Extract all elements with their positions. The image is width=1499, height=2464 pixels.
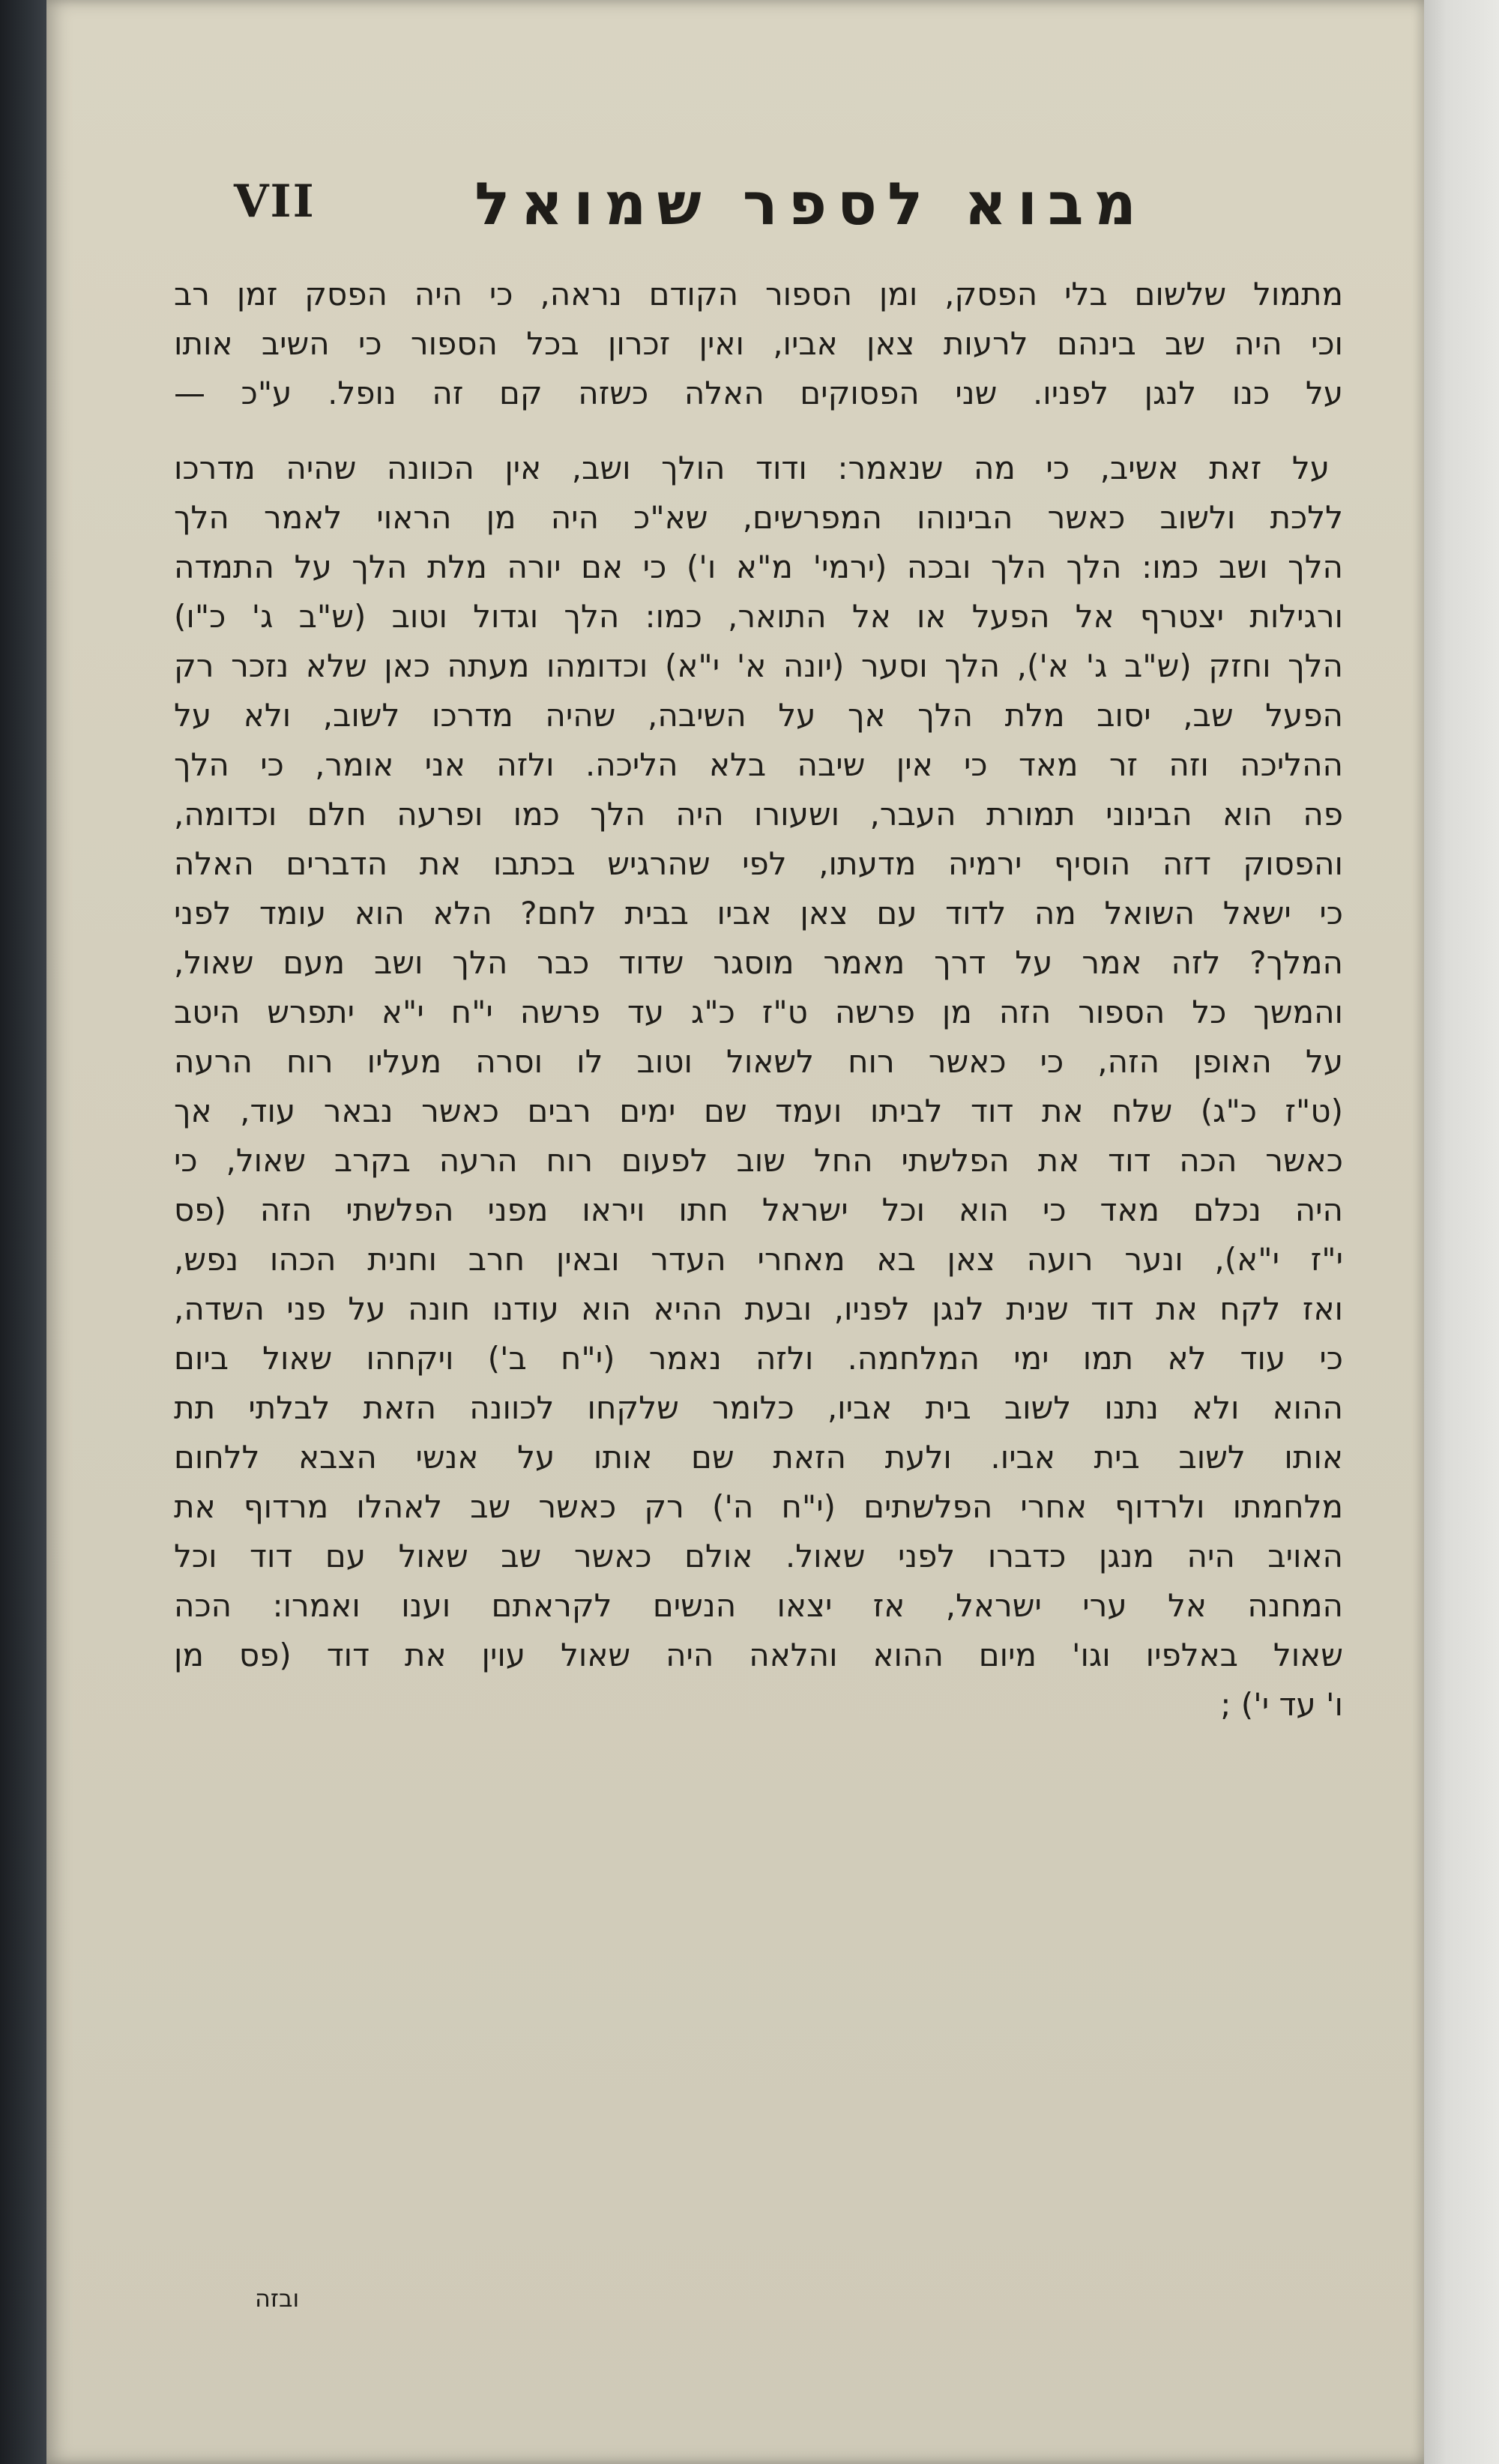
text-line: כי ישאל השואל מה לדוד עם צאן אביו בבית לחם? הלא הוא עומד לפני <box>174 895 1343 931</box>
page-number: VII <box>234 175 316 228</box>
text-line: (ט"ז כ"ג) שלח את דוד לביתו ועמד שם ימים רבים כאשר נבאר עוד, אך <box>174 1093 1343 1129</box>
text-line: והפסוק דזה הוסיף ירמיה מדעתו, לפי שהרגיש בכתבו את הדברים האלה <box>174 845 1343 882</box>
body-text <box>174 270 1343 1730</box>
text-line: כאשר הכה דוד את הפלשתי החל שוב לפעום רוח הרעה בקרב שאול, כי <box>174 1142 1343 1179</box>
text-line: על האופן הזה, כי כאשר רוח לשאול וטוב לו וסרה מעליו רוח הרעה <box>174 1043 1343 1080</box>
text-line: ללכת ולשוב כאשר הבינוהו המפרשים, שא"כ היה מן הראוי לאמר הלך <box>174 499 1343 536</box>
text-line: י"ז י"א), ונער רועה צאן בא מאחרי העדר ובאין חרב וחנית הכהו נפש, <box>174 1241 1343 1278</box>
text-line: היה נכלם מאד כי הוא וכל ישראל חתו ויראו מפני הפלשתי הזה (פס <box>174 1192 1343 1228</box>
binding-shadow <box>0 0 46 2464</box>
text-line: על כנו לנגן לפניו. שני הפסוקים האלה כשזה קם זה נופל. ע"כ — <box>174 375 1343 411</box>
text-line: והמשך כל הספור הזה מן פרשה ט"ז כ"ג עד פרשה י"ח י"א יתפרש היטב <box>174 994 1343 1030</box>
text-line: שאול באלפיו וגו' מיום ההוא והלאה היה שאול עוין את דוד (פס מן <box>174 1637 1343 1673</box>
text-line: מתמול שלשום בלי הפסק, ומן הספור הקודם נראה, כי היה הפסק זמן רב <box>174 276 1343 312</box>
book-page <box>46 0 1424 2464</box>
text-line: וכי היה שב בינהם לרעות צאן אביו, ואין זכרון בכל הספור כי השיב אותו <box>174 325 1343 362</box>
text-line: ההוא ולא נתנו לשוב בית אביו, כלומר שלקחו לכוונה הזאת לבלתי תת <box>174 1389 1343 1426</box>
text-line: מלחמתו ולרדוף אחרי הפלשתים (י"ח ה') רק כאשר שב לאהלו מרדוף את <box>174 1488 1343 1525</box>
text-line: ו' עד י') ; <box>1220 1686 1343 1723</box>
next-page-edge <box>1424 0 1499 2464</box>
text-line: ורגילות יצטרף אל הפעל או אל התואר, כמו: הלך וגדול וטוב (ש"ב ג' כ"ו) <box>174 598 1343 635</box>
text-line: פה הוא הבינוני תמורת העבר, ושעורו היה הלך כמו ופרעה חלם וכדומה, <box>174 796 1343 833</box>
text-line: האויב היה מנגן כדברו לפני שאול. אולם כאשר שב שאול עם דוד וכל <box>174 1538 1343 1574</box>
paragraph-break <box>174 418 1343 444</box>
text-line: המלך? לזה אמר על דרך מאמר מוסגר שדוד כבר הלך ושב מעם שאול, <box>174 944 1343 981</box>
text-line: הלך וחזק (ש"ב ג' א'), הלך וסער (יונה א' י"א) וכדומהו מעתה כאן שלא נזכר רק <box>174 647 1343 684</box>
page-header <box>234 171 1364 261</box>
text-line: על זאת אשיב, כי מה שנאמר: ודוד הולך ושב, אין הכוונה שהיה מדרכו <box>174 450 1330 486</box>
text-line: הפעל שב, יסוב מלת הלך אך על השיבה, שהיה מדרכו לשוב, ולא על <box>174 697 1343 734</box>
text-line: הלך ושב כמו: הלך הלך ובכה (ירמי' מ"א ו') כי אם יורה מלת הלך על התמדה <box>174 549 1343 585</box>
page-title: מבוא לספר שמואל <box>474 171 1147 238</box>
text-line: כי עוד לא תמו ימי המלחמה. ולזה נאמר (י"ח ב') ויקחהו שאול ביום <box>174 1340 1343 1377</box>
text-line: ואז לקח את דוד שנית לנגן לפניו, ובעת ההיא הוא עודנו חונה על פני השדה, <box>174 1290 1343 1327</box>
catchword: ובזה <box>255 2284 300 2313</box>
text-line: המחנה אל ערי ישראל, אז יצאו הנשים לקראתם וענו ואמרו: הכה <box>174 1587 1343 1624</box>
text-line: אותו לשוב בית אביו. ולעת הזאת שם אותו על אנשי הצבא ללחום <box>174 1439 1343 1476</box>
text-line: ההליכה וזה זר מאד כי אין שיבה בלא הליכה. ולזה אני אומר, כי הלך <box>174 746 1343 783</box>
